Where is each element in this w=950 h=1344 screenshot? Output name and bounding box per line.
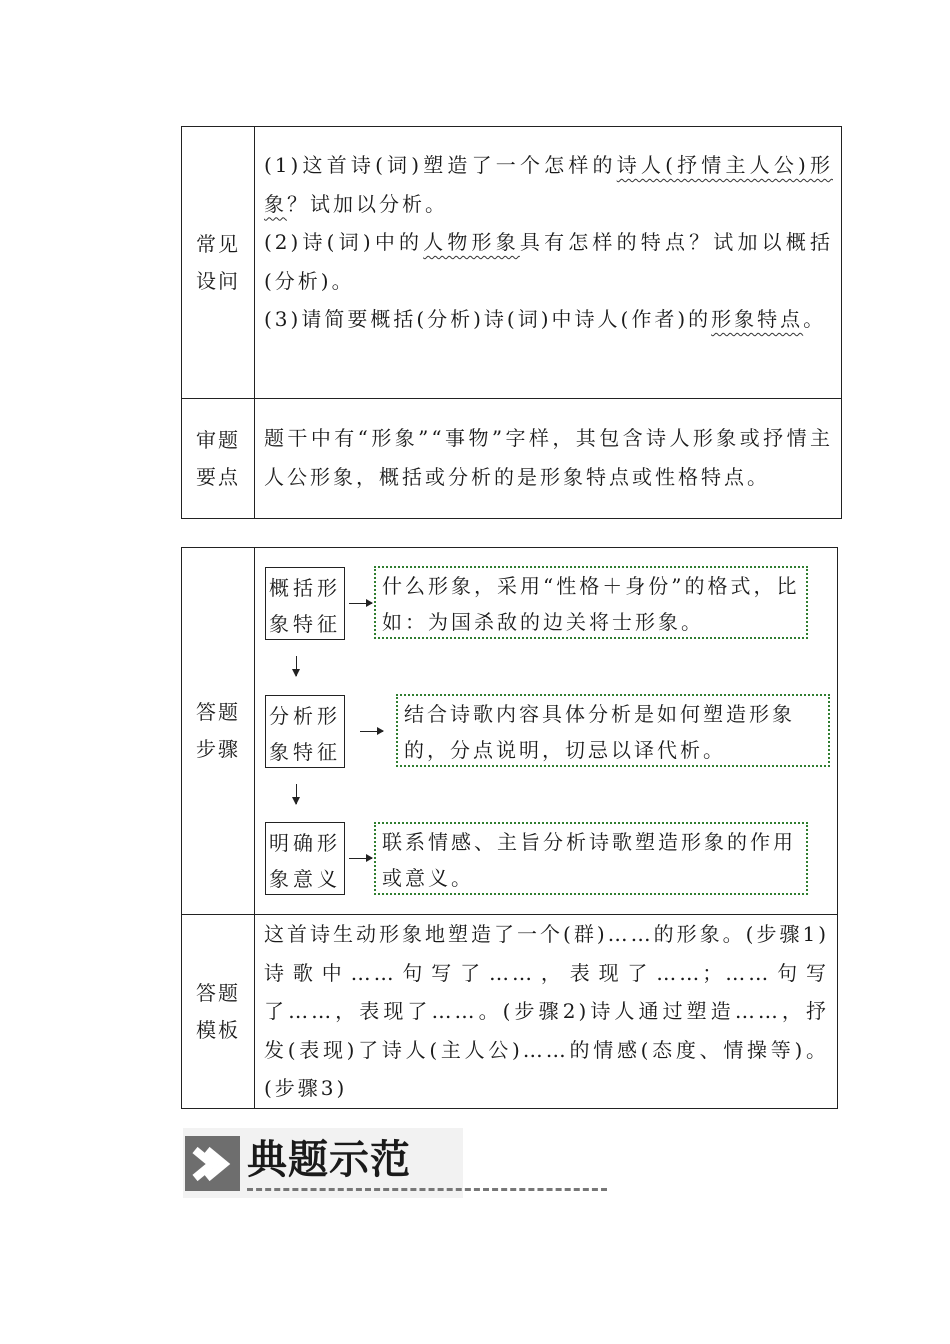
key-points-row — [182, 398, 841, 518]
question-3-emphasis: 形象特点 — [711, 307, 804, 331]
question-3: (3)请简要概括(分析)诗(词)中诗人(作者)的形象特点。 — [264, 307, 827, 331]
step-2-description: 结合诗歌内容具体分析是如何塑造形象的，分点说明，切忌以译代析。 — [396, 694, 830, 767]
section-title-underline — [247, 1188, 607, 1191]
step-2-to-3-arrow — [296, 784, 297, 804]
question-1-emphasis: 诗人(抒情主人公)形象 — [264, 153, 833, 216]
step-1-to-2-arrow — [296, 656, 297, 676]
answer-steps-label: 答题步骤 — [196, 700, 240, 761]
step-1-description: 什么形象，采用“性格＋身份”的格式，比如：为国杀敌的边关将士形象。 — [374, 566, 808, 639]
key-points-text: 题干中有“形象”“事物”字样，其包含诗人形象或抒情主人公形象，概括或分析的是形象特点或性格特点。 — [264, 426, 833, 489]
step-3-box: 明确形象意义 — [265, 822, 345, 895]
double-chevron-right-icon — [185, 1136, 240, 1191]
section-banner — [183, 1128, 463, 1198]
question-analysis-table — [181, 126, 842, 519]
answer-steps-row — [182, 548, 837, 914]
step-2-box: 分析形象特征 — [265, 695, 345, 768]
step-3-arrow-right — [349, 858, 372, 859]
answer-template-row — [182, 914, 837, 1108]
common-questions-content — [264, 146, 833, 339]
key-points-label: 审题要点 — [196, 427, 240, 489]
question-1: (1)这首诗(词)塑造了一个怎样的诗人(抒情主人公)形象？试加以分析。 — [264, 153, 833, 216]
step-3-description: 联系情感、主旨分析诗歌塑造形象的作用或意义。 — [374, 822, 808, 895]
step-2-arrow-right — [360, 731, 383, 732]
common-questions-row — [182, 127, 841, 398]
common-questions-label: 常见设问 — [196, 231, 240, 293]
step-1-box: 概括形象特征 — [265, 567, 345, 640]
step-1-arrow-right — [349, 603, 372, 604]
section-title: 典题示范 — [247, 1137, 411, 1183]
answer-template-label: 答题模板 — [196, 980, 240, 1042]
answer-template-text: 这首诗生动形象地塑造了一个(群)……的形象。(步骤1)诗歌中……句写了……，表现了……；……句写了……，表现了……。(步骤2)诗人通过塑造……，抒发(表现)了诗人(主人公)……的情感(态度、情操等)。(步骤3) — [264, 922, 829, 1100]
question-2: (2)诗(词)中的人物形象具有怎样的特点？试加以概括(分析)。 — [264, 230, 834, 293]
question-2-emphasis: 人物形象 — [423, 230, 520, 254]
answer-method-table — [181, 547, 838, 1109]
